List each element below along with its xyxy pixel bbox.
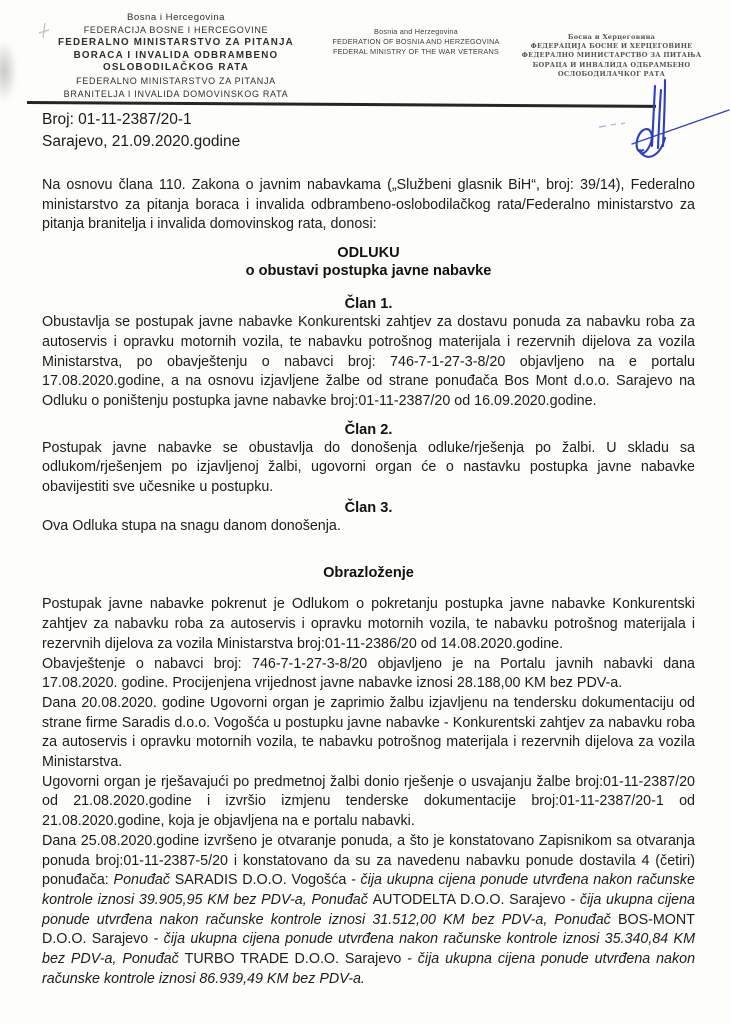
header-line: FEDERATION OF BOSNIA AND HERZEGOVINA	[332, 37, 500, 46]
bidder-name: AUTODELTA D.O.O. Sarajevo	[372, 891, 566, 908]
rationale-paragraph: Dana 20.08.2020. godine Ugovorni organ je zaprimio žalbu izjavljenu na tendersku dokumentaciju od strane firme Saradis d.o.o. Vogošća u postupku javne nabavke - Konkurentski zahtjev za nabavku roba za autoservis i opravku motornih vozila, te nabavku potrošnog materijala i rezervnih dijelova za vozila Ministarstva.	[42, 694, 695, 771]
price-phrase: - čija ukupna cijena ponude utvrđena nakon računske kontrole iznosi 39.905,95 KM bez PDV-a,	[42, 872, 695, 908]
header-line: БОРАЦА И ИНВАЛИДА ОДБРАМБЕНО	[532, 60, 691, 69]
bidder-label: Ponuđač	[122, 951, 185, 968]
rationale-paragraph: Ugovorni organ je rješavajući po predmetnoj žalbi donio rješenje o usvajanju žalbe broj:01-11-2387/20 od 21.08.2020.godine i izvršio izmjenu tenderske dokumentacije broj:01-11-2387/20-1 od 21.08.2020.godine, koja je objavljena na e portalu nabavki.	[42, 773, 695, 830]
rationale-section	[42, 595, 695, 989]
bidder-label: Ponuđač	[311, 891, 373, 908]
header-line: BRANITELJA I INVALIDA DOMOVINSKOG RATA	[63, 88, 289, 99]
header-line: FEDERAL MINISTRY OF THE WAR VETERANS	[333, 47, 499, 56]
header-rule	[27, 101, 656, 107]
document-number: Broj: 01-11-2387/20-1	[42, 111, 192, 128]
bidder-label: Ponuđač	[554, 911, 618, 928]
pencil-mark	[36, 18, 66, 44]
decision-title: ODLUKU	[337, 245, 400, 262]
article-3-body: Ova Odluka stupa na snagu danom donošenja.	[42, 517, 341, 534]
header-line: FEDERACIJA BOSNE I HERCEGOVINE	[83, 25, 269, 36]
header-line: FEDERALNO MINISTARSTVO ZA PITANJA	[58, 36, 294, 48]
rationale-heading: Obrazloženje	[323, 565, 414, 582]
header-line: Bosnia and Herzegovina	[374, 27, 458, 36]
rationale-paragraph: Postupak javne nabavke pokrenut je Odlukom o pokretanju postupka javne nabavke Konkurentski zahtjev za nabavku roba za autoservis i opravku motornih vozila, te nabavku potrošnog materijala i rezervnih dijelova za vozila Ministarstva broj:01-11-2386/20 od 14.08.2020.godine.	[42, 596, 695, 652]
article-3-heading: Član 3.	[344, 499, 393, 516]
bidder-name: SARADIS D.O.O. Vogošća	[174, 872, 347, 889]
bidder-label: Ponuđač	[113, 872, 175, 889]
rationale-paragraph-bidders	[42, 832, 695, 990]
rationale-paragraph: Obavještenje o nabavci broj: 746-7-1-27-3-8/20 objavljeno je na Portalu javnih nabavki dana 17.08.2020. godine. Procijenjena vrijednost javne nabavke iznosi 28.188,00 KM bez PDV-a.	[42, 655, 695, 692]
header-line: Босна и Херцеговина	[567, 33, 656, 41]
intro-paragraph: Na osnovu člana 110. Zakona o javnim nabavkama („Službeni glasnik BiH“, broj: 39/14), Federalno ministarstvo za pitanja boraca i invalida odbrambeno-oslobodilačkog rata/Federalno ministarstvo za pitanja branitelja i invalida domovinskog rata, donosi:	[42, 177, 695, 233]
signature-ink	[594, 76, 731, 176]
article-2-body: Postupak javne nabavke se obustavlja do donošenja odluke/rješenja po žalbi. U skladu sa odlukom/rješenjem po izjavljenoj žalbi, ugovorni organ će o nastavku postupka javne nabavke obavijestiti sve učesnike u postupku.	[42, 439, 695, 496]
letterhead-bosnian	[30, 12, 322, 100]
bidder-name: BOS-MONT D.O.O. Sarajevo	[42, 911, 695, 948]
place-date: Sarajevo, 21.09.2020.godine	[42, 132, 241, 150]
decision-subtitle: o obustavi postupka javne nabavke	[245, 263, 492, 280]
header-line: OSLOBODILAČKOG RATA	[103, 62, 249, 74]
price-phrase: - čija ukupna cijena ponude utvrđena nakon računske kontrole iznosi 31.512,00 KM bez PDV-a,	[42, 891, 695, 928]
pencil-stroke	[39, 23, 49, 38]
faint-dash-marks	[599, 123, 625, 127]
article-2-heading: Član 2.	[344, 421, 393, 438]
letterhead-english	[322, 12, 510, 100]
article-1-heading: Član 1.	[344, 296, 393, 313]
document-meta	[42, 109, 240, 152]
header-line: ФЕДЕРАЦИЈА БОСНЕ И ХЕРЦЕГОВИНЕ	[530, 42, 693, 51]
text-run: Dana 25.08.2020.godine izvršeno je otvaranje ponuda, a što je konstatovano Zapisnikom sa otvaranja ponuda broj:01-11-2387-5/20 i konstatovano da su za navedenu nabavku ponude dostavila 4 (četiri) ponuđača:	[42, 832, 695, 889]
header-line: ОСЛОБОДИЛАЧКОГ РАТА	[557, 69, 666, 78]
header-line: ФЕДЕРАЛНО МИНИСТАРСТВО ЗА ПИТАЊА	[521, 51, 702, 60]
price-phrase: - čija ukupna cijena ponude utvrđena nakon računske kontrole iznosi 86.939,49 KM bez PDV-a.	[42, 951, 696, 987]
header-line: BORACA I INVALIDA ODBRAMBENO	[73, 49, 279, 61]
bidder-name: TURBO TRADE D.O.O. Sarajevo	[184, 951, 402, 968]
header-line: FEDERALNO MINISTARSTVO ZA PITANJA	[76, 76, 276, 87]
scan-smudge	[0, 40, 17, 102]
article-1-body: Obustavlja se postupak javne nabavke Konkurentski zahtjev za dostavu ponuda za nabavku roba za autoservis i opravku motornih vozila, te nabavku potrošnog materijala i rezervnih dijelova za vozila Ministarstva, po obavještenju o nabavci broj: 746-7-1-27-3-8/20 objavljeno na e portalu 17.08.2020.godine, a na osnovu izjavljene žalbe od strane ponuđača Bos Mont d.o.o. Sarajevo na Odluku o poništenju postupka javne nabavke broj:01-11-2387/20 od 16.09.2020.godine.	[42, 314, 695, 409]
price-phrase: - čija ukupna cijena ponude utvrđena nakon računske kontrole iznosi 35.340,84 KM bez PDV-a,	[42, 931, 695, 968]
signature-flourish	[632, 110, 729, 144]
document-body	[42, 176, 695, 990]
header-line: Bosna i Hercegovina	[126, 12, 226, 23]
signature-scribble	[637, 80, 665, 157]
